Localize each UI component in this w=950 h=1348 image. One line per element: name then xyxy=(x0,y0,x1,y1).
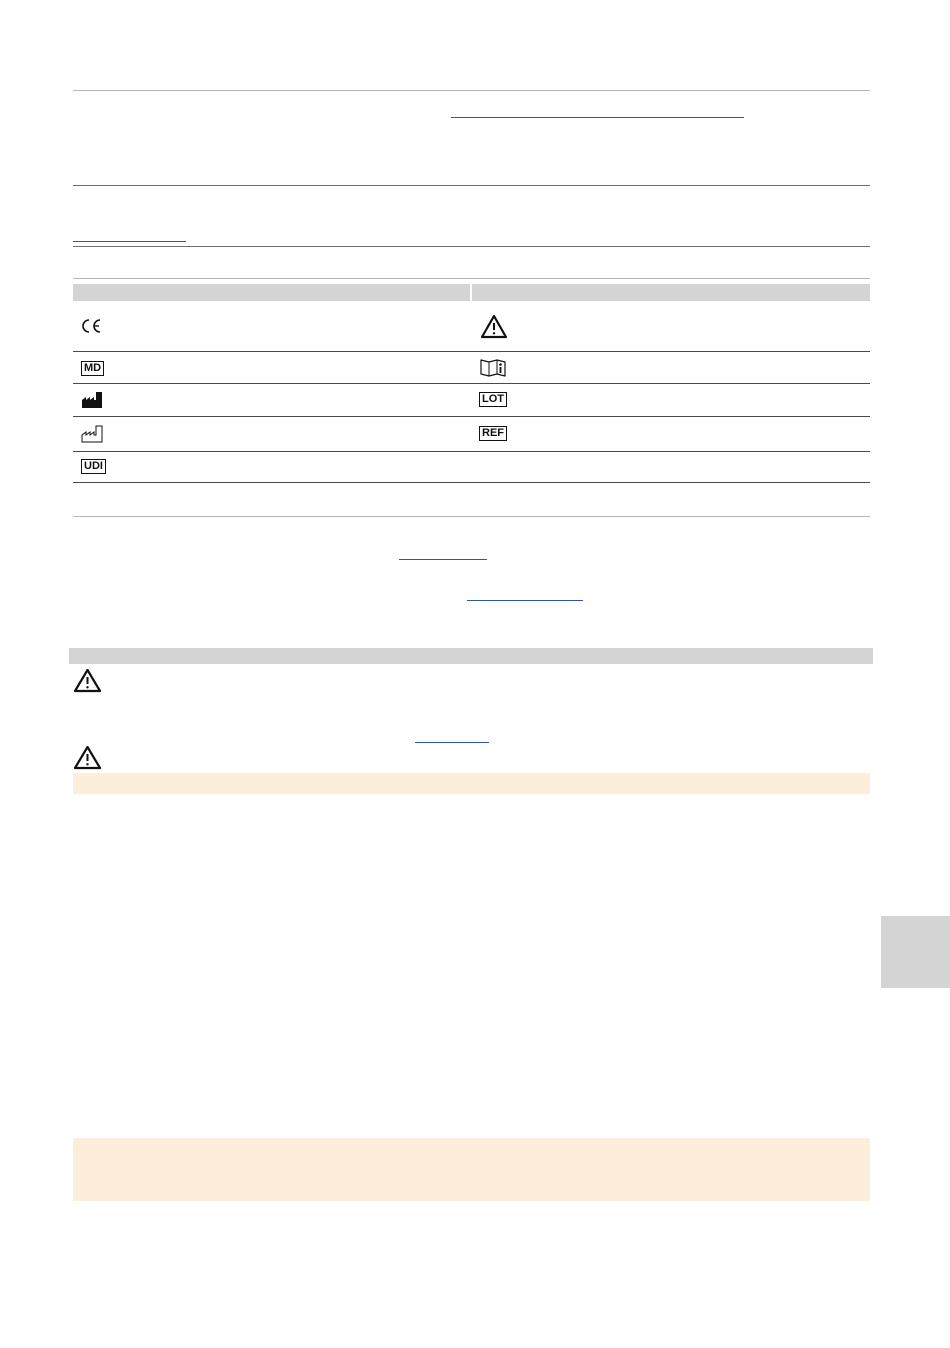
table-top-rule xyxy=(73,278,870,279)
header-link-underline[interactable] xyxy=(451,117,744,118)
warning-triangle-icon xyxy=(480,314,508,344)
chapter-side-tab xyxy=(881,916,950,988)
reference-symbol: REF xyxy=(479,426,507,441)
table-row-divider xyxy=(73,351,870,352)
header-rule xyxy=(73,90,870,91)
lot-symbol: LOT xyxy=(479,392,507,407)
date-of-manufacture-icon xyxy=(81,425,103,448)
section-rule-2 xyxy=(73,246,870,247)
section-link-underline[interactable] xyxy=(73,241,186,242)
paragraph-link-underline[interactable] xyxy=(467,600,583,601)
table-row-divider xyxy=(73,383,870,384)
warning-triangle-icon xyxy=(73,745,102,775)
medical-device-symbol: MD xyxy=(81,361,104,376)
consult-instructions-icon xyxy=(479,358,507,383)
paragraph-link-underline[interactable] xyxy=(399,559,487,560)
warning-link-underline[interactable] xyxy=(415,742,489,743)
table-row-divider xyxy=(73,451,870,452)
table-row-divider xyxy=(73,416,870,417)
warning-header-bar xyxy=(69,648,873,664)
symbols-table-header xyxy=(73,284,870,301)
unique-device-identifier-symbol: UDI xyxy=(81,459,106,474)
note-box xyxy=(73,773,870,794)
manufacturer-icon xyxy=(81,391,103,414)
note-box xyxy=(73,1138,870,1201)
section-rule-3 xyxy=(73,516,870,517)
warning-triangle-icon xyxy=(73,668,102,698)
section-rule-1 xyxy=(73,185,870,186)
table-bottom-line xyxy=(73,482,870,483)
ce-mark-icon xyxy=(80,318,102,339)
